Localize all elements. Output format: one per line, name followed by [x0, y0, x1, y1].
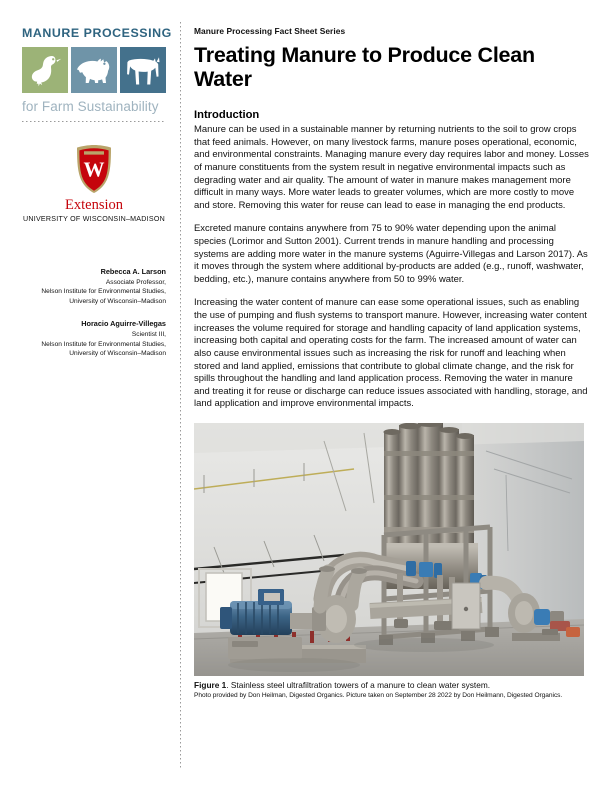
figure-credit: Photo provided by Don Heilman, Digested Organics. Picture taken on September 28 2022 by Don Heilmann, Digested Organics.	[194, 691, 563, 699]
author-entry	[22, 319, 166, 358]
author-university: University of Wisconsin–Madison	[69, 350, 166, 358]
uw-university-label: UNIVERSITY OF WISCONSIN–MADISON	[22, 215, 166, 224]
main-content	[180, 22, 590, 770]
animal-tiles	[22, 47, 166, 93]
paragraph: Manure can be used in a sustainable manner by returning nutrients to the soil to grow crops that feed animals. However, on many livestock farms, manure poses operational, economic, and environmental constraints. Managing manure every day requires labor and money. Losses of manure constituents from the system result in negative environmental impacts such as degrading water and air quality. The amount of water in manure makes management more difficult in many ways. More water leads to greater volumes, which are more costly to move and store. Removing this water for reuse can lead to ease in managing the end products.	[194, 124, 589, 211]
chicken-icon	[22, 47, 68, 93]
pig-tile	[71, 47, 117, 93]
brand-title: MANURE PROCESSING	[22, 26, 172, 40]
uw-extension-label: Extension	[65, 197, 123, 213]
page-title: Treating Manure to Produce Clean Water	[194, 43, 535, 92]
author-institute: Nelson Institute for Environmental Studies,	[41, 340, 166, 348]
author-title: Scientist III,	[131, 331, 166, 339]
sidebar-divider	[22, 121, 166, 122]
uw-extension-logo	[22, 144, 166, 223]
brand-tagline: for Farm Sustainability	[22, 99, 159, 114]
section-heading-introduction: Introduction	[194, 109, 260, 122]
author-title: Associate Professor,	[105, 278, 166, 286]
cow-tile	[120, 47, 166, 93]
authors-block	[22, 267, 166, 358]
svg-text:W: W	[83, 157, 105, 182]
cow-icon	[120, 47, 166, 93]
author-university: University of Wisconsin–Madison	[69, 297, 166, 305]
figure-caption-text: . Stainless steel ultrafiltration towers of a manure to clean water system.	[226, 679, 491, 690]
figure-label: Figure 1	[194, 679, 227, 690]
ultrafiltration-photo	[194, 423, 584, 676]
paragraph: Increasing the water content of manure can ease some operational issues, such as enabling the use of pumping and flush systems to transport manure. However, increasing water content increases the volume required for storage and handling capacity of land application systems, increasing both capital and operating costs for the farm. The increased amount of water can also cause environmental issues such as increasing the risk for runoff and leaching when stored and land applied, emissions that contribute to global climate change, and the risk for spills throughout the handling and land application process. Removing the water in manure and treating it for reuse or discharge can reduce issues associated with handling, storage, and land application and improve environmental impacts.	[194, 297, 588, 410]
paragraph: Excreted manure contains anywhere from 75 to 90% water depending upon the animal species (Lorimor and Sutton 2001). Current trends in manure handling and processing systems are adding more water in the manure systems (Aguirre-Villegas and Larson 2017). As it moves through the system where additional by-products are added (e.g., runoff, washwater, bedding, etc.), manure contains anywhere from 50 to 99% water.	[194, 223, 588, 285]
sidebar	[22, 22, 180, 770]
series-label: Manure Processing Fact Sheet Series	[194, 26, 346, 36]
uw-crest-icon	[73, 144, 115, 194]
author-institute: Nelson Institute for Environmental Studies,	[41, 288, 166, 296]
author-name: Horacio Aguirre-Villegas	[81, 319, 166, 329]
author-name: Rebecca A. Larson	[100, 267, 166, 277]
chicken-tile	[22, 47, 68, 93]
figure-caption	[194, 680, 584, 700]
pig-icon	[71, 47, 117, 93]
figure-1	[194, 423, 584, 700]
author-entry	[22, 267, 166, 306]
